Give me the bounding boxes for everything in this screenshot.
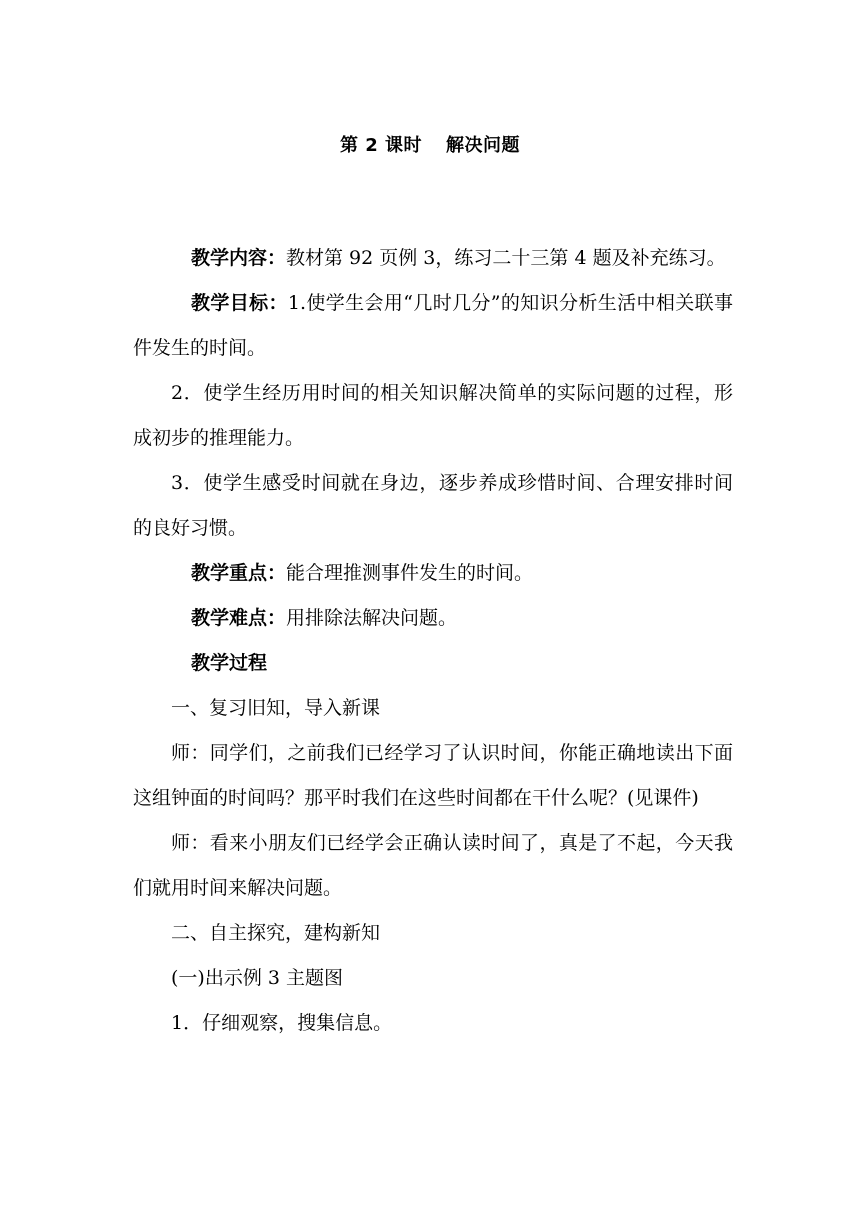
teaching-difficulty-text: 用排除法解决问题。	[286, 607, 458, 629]
teaching-goal-label: 教学目标：	[191, 292, 288, 314]
section-2-heading: 二、自主探究，建构新知	[171, 922, 381, 944]
teaching-goal-paragraph	[133, 281, 733, 371]
teaching-process-heading: 教学过程	[191, 652, 268, 674]
teaching-difficulty-paragraph	[133, 596, 733, 641]
teaching-key-paragraph	[133, 551, 733, 596]
teaching-difficulty-label: 教学难点：	[191, 607, 287, 629]
teaching-content-paragraph	[133, 236, 733, 281]
teaching-goal-2: 2．使学生经历用时间的相关知识解决简单的实际问题的过程，形成初步的推理能力。	[133, 382, 733, 449]
teaching-goal-1: 1.使学生会用“几时几分”的知识分析生活中相关联事件发生的时间。	[133, 292, 733, 359]
teaching-key-text: 能合理推测事件发生的时间。	[286, 562, 534, 584]
teaching-content-text: 教材第 92 页例 3，练习二十三第 4 题及补充练习。	[286, 247, 726, 269]
section-1-heading: 一、复习旧知，导入新课	[171, 697, 381, 719]
teaching-content-label: 教学内容：	[191, 247, 287, 269]
teacher-dialogue-1: 师：同学们，之前我们已经学习了认识时间，你能正确地读出下面这组钟面的时间吗？那平时我们在这些时间都在干什么呢？(见课件)	[133, 742, 733, 809]
subsection-1-heading: (一)出示例 3 主题图	[171, 967, 343, 989]
lesson-number: 第 2 课时	[339, 135, 423, 156]
step-1-text: 1．仔细观察，搜集信息。	[171, 1012, 393, 1034]
lesson-topic: 解决问题	[446, 135, 521, 156]
document-body	[133, 236, 733, 1046]
teaching-goal-3: 3．使学生感受时间就在身边，逐步养成珍惜时间、合理安排时间的良好习惯。	[133, 472, 733, 539]
lesson-title	[0, 131, 860, 157]
teaching-key-label: 教学重点：	[191, 562, 287, 584]
teacher-dialogue-2: 师：看来小朋友们已经学会正确认读时间了，真是了不起，今天我们就用时间来解决问题。	[133, 832, 733, 899]
